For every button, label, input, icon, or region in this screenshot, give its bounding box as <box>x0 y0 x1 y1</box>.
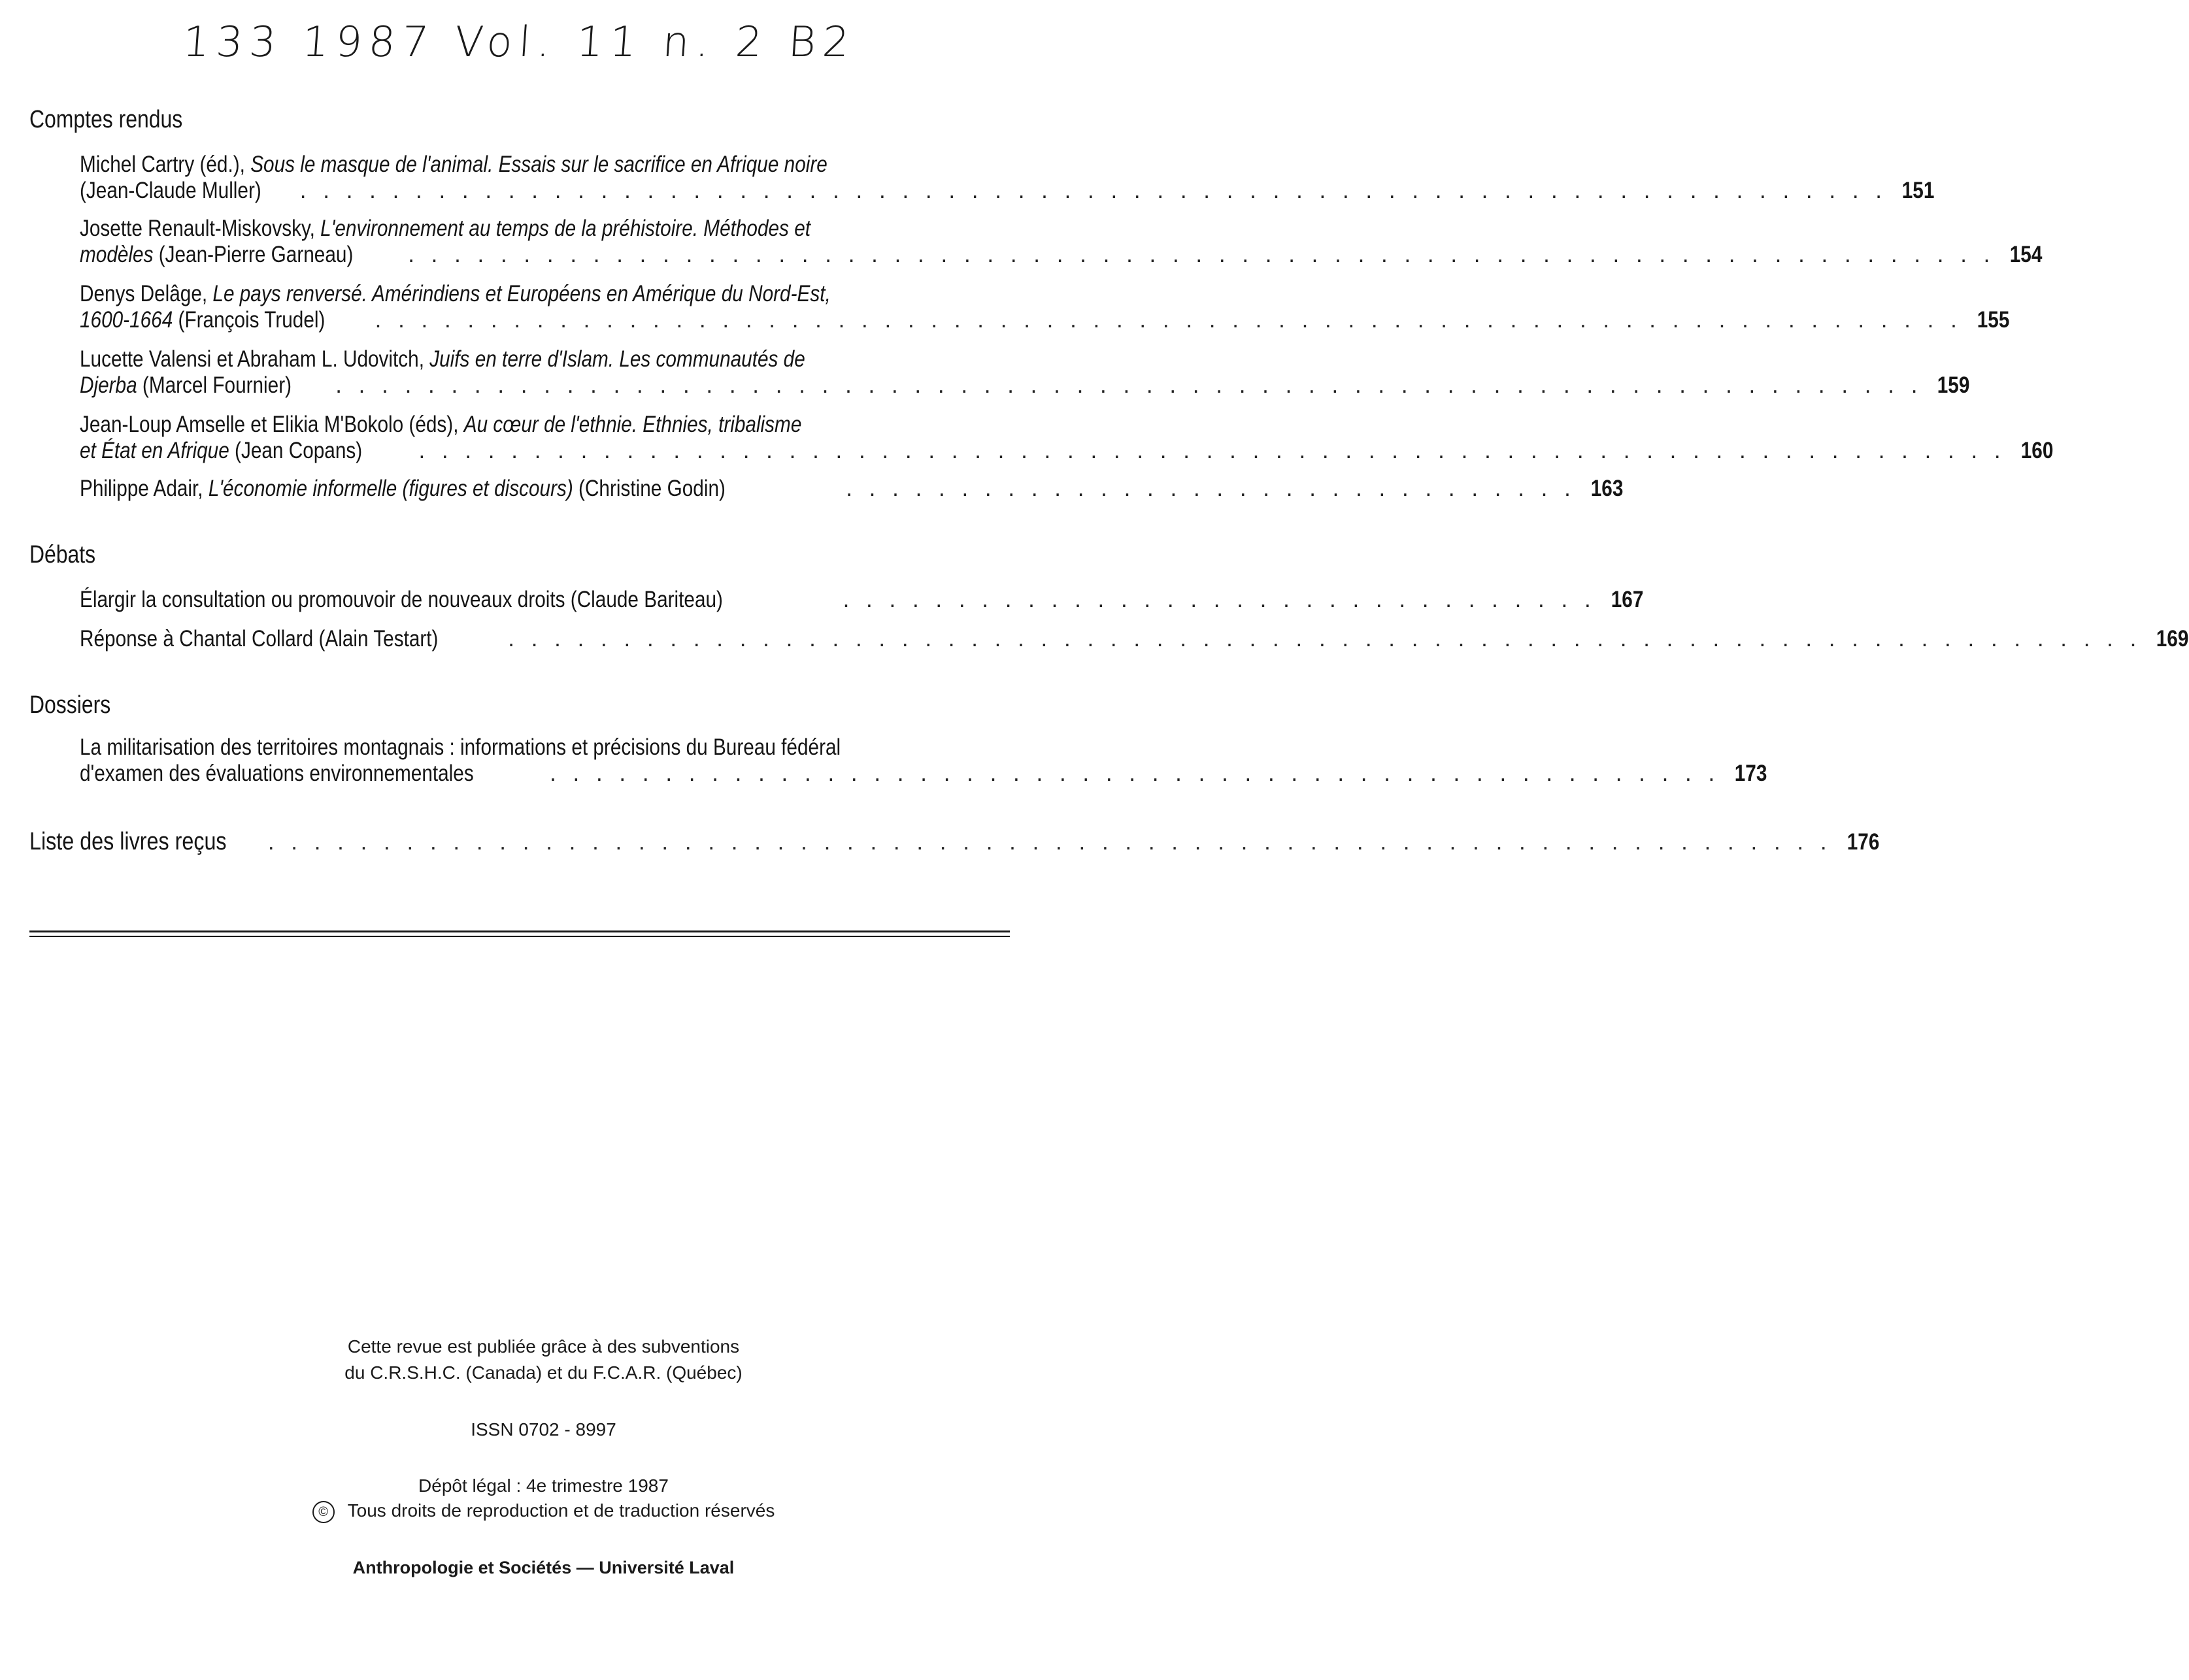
entry-text-line: Denys Delâge, Le pays renversé. Amérindiens et Européens en Amérique du Nord-Est, <box>80 281 831 306</box>
leader-dots: . . . . . . . . . . . . . . . . . . . . . . . . . . . . . . . . . . . . . . . . . . . . . . . . . . . . . . . . . . . . . . . . . . . . . <box>418 438 2006 463</box>
leader-dots: . . . . . . . . . . . . . . . . . . . . . . . . . . . . . . . . . . . . . . . . . . . . . . . . . . . . . . . . . . . . . . . . . . . . . <box>408 242 1996 267</box>
legal-deposit: Dépôt légal : 4e trimestre 1987 <box>418 1475 669 1496</box>
rights-reserved: Tous droits de reproduction et de traduction réservés <box>347 1500 775 1521</box>
page-number: 151 <box>1901 178 1935 203</box>
entry-text-line: Josette Renault-Miskovsky, L'environnement au temps de la préhistoire. Méthodes et <box>80 216 811 241</box>
leader-dots: . . . . . . . . . . . . . . . . . . . . . . . . . . . . . . . . . . . . . . . . . . . . . . . . . . . . . . . . . . . . . . . . . . . . . . . <box>508 626 2142 651</box>
page-number: 160 <box>2020 438 2054 463</box>
section-heading-livres: Liste des livres reçus <box>29 828 227 855</box>
handwritten-call-number: 133 1987 Vol. 11 n. 2 B2 <box>181 18 858 67</box>
divider-rule <box>29 936 1010 937</box>
section-heading-dossiers: Dossiers <box>29 691 111 719</box>
entry-reviewer: (Jean-Claude Muller) <box>80 178 261 203</box>
copyright-icon: © <box>312 1501 335 1523</box>
copyright-line <box>0 1500 1087 1523</box>
divider-rule <box>29 931 1010 932</box>
entry-text-line: La militarisation des territoires montagnais : informations et précisions du Bureau fédéral <box>80 734 841 760</box>
entry-text-line: Philippe Adair, L'économie informelle (figures et discours) (Christine Godin) <box>80 476 726 501</box>
page-number: 173 <box>1734 761 1767 786</box>
toc-entry <box>80 281 2010 333</box>
publisher: Anthropologie et Sociétés — Université Laval <box>352 1558 735 1577</box>
entry-text-line: d'examen des évaluations environnementales <box>80 761 474 786</box>
leader-dots: . . . . . . . . . . . . . . . . . . . . . . . . . . . . . . . . . . . . . . . . . . . . . . . . . . . <box>550 761 1720 786</box>
leader-dots: . . . . . . . . . . . . . . . . . . . . . . . . . . . . . . . . <box>846 476 1576 501</box>
page-number: 167 <box>1611 587 1644 612</box>
page-number: 163 <box>1590 476 1624 501</box>
toc-entry <box>80 734 1767 787</box>
toc-entry <box>80 412 2054 464</box>
leader-dots: . . . . . . . . . . . . . . . . . . . . . . . . . . . . . . . . . . . . . . . . . . . . . . . . . . . . . . . . . . . . . . . . . . . . . <box>299 178 1888 203</box>
entry-text-line: Élargir la consultation ou promouvoir de nouveaux droits (Claude Bariteau) <box>80 587 723 612</box>
toc-entry <box>80 216 2043 268</box>
entry-text-line: Réponse à Chantal Collard (Alain Testart) <box>80 626 439 651</box>
entry-reviewer: 1600-1664 (François Trudel) <box>80 307 326 333</box>
page-number: 159 <box>1937 372 1970 398</box>
page-number: 155 <box>1977 307 2010 333</box>
leader-dots: . . . . . . . . . . . . . . . . . . . . . . . . . . . . . . . . . . . . . . . . . . . . . . . . . . . . . . . . . . . . . . . . . . . . . <box>375 307 1962 333</box>
entry-text-line: Jean-Loup Amselle et Elikia M'Bokolo (éds), Au cœur de l'ethnie. Ethnies, tribalisme <box>80 412 802 437</box>
entry-reviewer: et État en Afrique (Jean Copans) <box>80 438 363 463</box>
entry-reviewer: Djerba (Marcel Fournier) <box>80 372 292 398</box>
page-number: 154 <box>2010 242 2043 267</box>
leader-dots: . . . . . . . . . . . . . . . . . . . . . . . . . . . . . . . . . . . . . . . . . . . . . . . . . . . . . . . . . . . . . . . . . . . . <box>267 829 1832 855</box>
section-heading-debats: Débats <box>29 541 96 568</box>
toc-entry <box>80 152 1935 204</box>
page-number: 169 <box>2156 626 2189 651</box>
entry-text-line: Michel Cartry (éd.), Sous le masque de l'animal. Essais sur le sacrifice en Afrique noire <box>80 152 827 177</box>
subsidy-line-2: du C.R.S.H.C. (Canada) et du F.C.A.R. (Québec) <box>344 1362 743 1383</box>
toc-entry <box>80 476 1624 502</box>
subsidy-line-1: Cette revue est publiée grâce à des subventions <box>347 1336 740 1357</box>
toc-entry <box>80 626 2189 652</box>
toc-entry <box>80 346 1970 399</box>
entry-text-line: Lucette Valensi et Abraham L. Udovitch, Juifs en terre d'Islam. Les communautés de <box>80 346 805 372</box>
section-heading-comptes-rendus: Comptes rendus <box>29 106 183 133</box>
toc-entry <box>80 587 1644 613</box>
issn: ISSN 0702 - 8997 <box>471 1419 616 1440</box>
entry-reviewer: modèles (Jean-Pierre Garneau) <box>80 242 354 267</box>
toc-entry-books-received <box>29 828 1879 857</box>
leader-dots: . . . . . . . . . . . . . . . . . . . . . . . . . . . . . . . . . . . . . . . . . . . . . . . . . . . . . . . . . . . . . . . . . . . . . <box>335 372 1923 398</box>
leader-dots: . . . . . . . . . . . . . . . . . . . . . . . . . . . . . . . . . <box>843 587 1596 612</box>
page-number: 176 <box>1846 829 1879 855</box>
